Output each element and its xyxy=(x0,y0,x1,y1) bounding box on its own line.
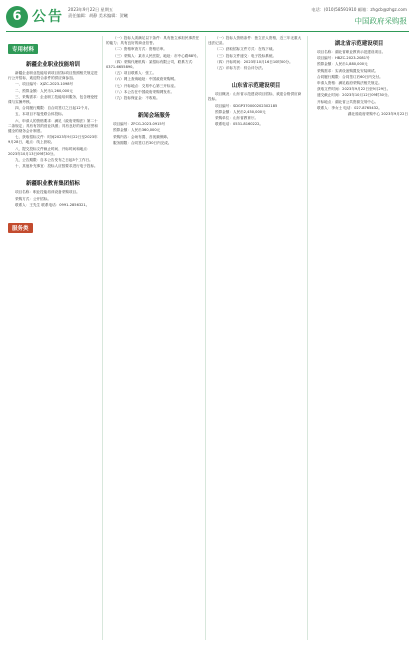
paragraph: 项目编号：SDGP370000202302185 xyxy=(215,103,278,108)
paragraph: 十、其他补充事宜：投标人应按要求进行电子投标。 xyxy=(15,164,98,169)
paragraph: 三、采购需求：企业职工技能培训服务，包含理论授课与实操考核。 xyxy=(8,94,98,105)
header-rule xyxy=(6,31,409,32)
paragraph: 联系电话：0531-8160222。 xyxy=(215,122,264,127)
paragraph: （一）投标人资格条件：独立法人资格，近三年无重大违法记录。 xyxy=(208,36,302,46)
page-number-badge: 6 xyxy=(6,6,28,28)
paragraph: （三）投标文件递交：电子投标系统。 xyxy=(215,53,277,58)
paragraph: 申请人资格：满足政府采购法相关规定。 xyxy=(317,81,382,86)
column-divider xyxy=(102,36,103,640)
paragraph: 九、公告期限：自本公告发布之日起5个工作日。 xyxy=(15,158,93,163)
paragraph: 采购方式：公开招标。 xyxy=(15,196,51,201)
notice-body xyxy=(8,71,98,169)
header-editors: 责任编辑：胡静 美术编辑：贺曦 xyxy=(68,13,128,18)
column-3 xyxy=(208,36,304,128)
column-divider xyxy=(205,36,206,640)
column-2 xyxy=(106,36,202,147)
category-label: 专用材料 xyxy=(8,44,38,54)
notice-title: 湖北省示范建设项目 xyxy=(334,41,384,47)
paragraph: 联系人：李女士 电话：027-8765432。 xyxy=(317,105,382,110)
newspaper-logo xyxy=(335,16,407,25)
header-contact: 电话：(010)58591910 邮箱：zhgcb@zhgz.com xyxy=(311,7,407,12)
paragraph: 项目概况：山东省示范建设项目招标，欢迎合格供应商投标。 xyxy=(208,92,302,102)
paragraph: 获取文件时间：2023年9月22日至9月29日。 xyxy=(317,87,391,92)
paragraph: （二）获取招标文件方式：在线下载。 xyxy=(215,47,277,52)
column-divider xyxy=(307,36,308,640)
paragraph: 二、预算金额：人民币1,260,000元 xyxy=(15,88,73,93)
paragraph: 五、本项目不接受联合体投标。 xyxy=(15,112,66,117)
header-meta xyxy=(68,7,128,19)
paragraph: （五）项目联系人：张工。 xyxy=(113,71,157,76)
notice-title: 新闻会场服务 xyxy=(137,113,171,120)
paragraph: 四、合同履行期限：自合同签订之日起12个月。 xyxy=(15,106,92,111)
paragraph: （一）投标人须满足以下条件：具有独立承担民事责任的能力；具有良好的商业信誉。 xyxy=(106,36,200,46)
column-4 xyxy=(310,36,408,118)
paragraph: 采购单位：山东省教育厅。 xyxy=(215,116,259,121)
paragraph: （七）开标地点：交易中心第三开标室。 xyxy=(113,83,178,88)
paragraph: 预算金额：人民币1,880,000元 xyxy=(317,62,368,67)
paragraph: （八）本公告在中国政府采购网发布。 xyxy=(113,89,175,94)
paragraph: 递交截止时间：2023年10月12日09时30分。 xyxy=(317,93,392,98)
paragraph: （六）网上查询地址：中国政府采购网。 xyxy=(113,77,178,82)
paragraph: 一、项目编号：XJZC-2023-1098号 xyxy=(15,82,74,87)
paragraph: （九）投标保证金：不收取。 xyxy=(113,96,160,101)
paragraph: 采购需求：实训设备购置及安装调试。 xyxy=(317,68,379,73)
paragraph: 采购内容：会场布置、音视频保障。 xyxy=(113,134,171,139)
paragraph: （三）采购人：某市人民医院，地址：市中心路88号。 xyxy=(113,53,201,58)
paragraph: 新疆企业职业技能培训项目招标项目按照相关规定进行公开招标，欢迎符合条件的供应商参加。 xyxy=(8,71,98,81)
paragraph: 合同履行期限：合同签订后60日内交付。 xyxy=(317,74,383,79)
notice-title: 新疆职业教育集团招标 xyxy=(26,181,80,188)
masthead xyxy=(0,0,415,40)
paragraph: 项目名称：湖北省职业教育示范建设项目。 xyxy=(317,50,386,54)
notice-title: 新疆企业职业技能培训 xyxy=(26,62,80,68)
paragraph: 六、申请人的资格要求：满足《政府采购法》第二十二条规定；具有有效的营业执照；具有良好的商业信誉和健全的财务会计制度。 xyxy=(8,118,98,134)
paragraph: 项目名称：职业技能培训设备采购项目。 xyxy=(15,190,80,195)
column-1 xyxy=(8,36,98,236)
notice-title: 山东省示范建设项目 xyxy=(231,83,281,90)
section-title: 公告 xyxy=(32,9,64,25)
signature: 湖北省政府采购中心 2023年9月22日 xyxy=(347,112,408,117)
paragraph: 八、提交投标文件截止时间、开标时间和地点：2023年10月13日09时30分。 xyxy=(8,146,91,156)
paragraph: 预算金额：人民币2,450,000元 xyxy=(215,109,266,114)
category-label: 服务类 xyxy=(8,223,33,233)
paragraph: （二）资格审查方式：资格后审。 xyxy=(113,47,167,52)
paragraph: （五）评标方法：综合评分法。 xyxy=(215,66,266,71)
paragraph: 服务期限：合同签订后30日内完成。 xyxy=(113,140,172,145)
header-date: 2023年9月22日 星期五 xyxy=(68,7,114,12)
paragraph: 联系人：王先生 联系电话：0991-2856321。 xyxy=(15,202,90,207)
paragraph: 项目编号：ZFCG-2023-0915号 xyxy=(113,122,166,127)
paragraph: 项目编号：HBZC-2023-2081号 xyxy=(317,56,370,61)
paragraph: （四）采购代理机构：某招标有限公司，联系方式：0371-6655890。 xyxy=(106,59,196,70)
paragraph: 预算金额：人民币360,000元 xyxy=(113,128,161,133)
logo-text: 中国政府采购报 xyxy=(354,16,407,25)
paragraph: （四）开标时间：2023年10月16日10时00分。 xyxy=(215,59,293,64)
paragraph: 开标地点：湖北省公共资源交易中心。 xyxy=(317,99,379,104)
paragraph: 七、获取招标文件：时间2023年9月22日至2023年9月28日，地点：线上获取。 xyxy=(8,135,98,145)
